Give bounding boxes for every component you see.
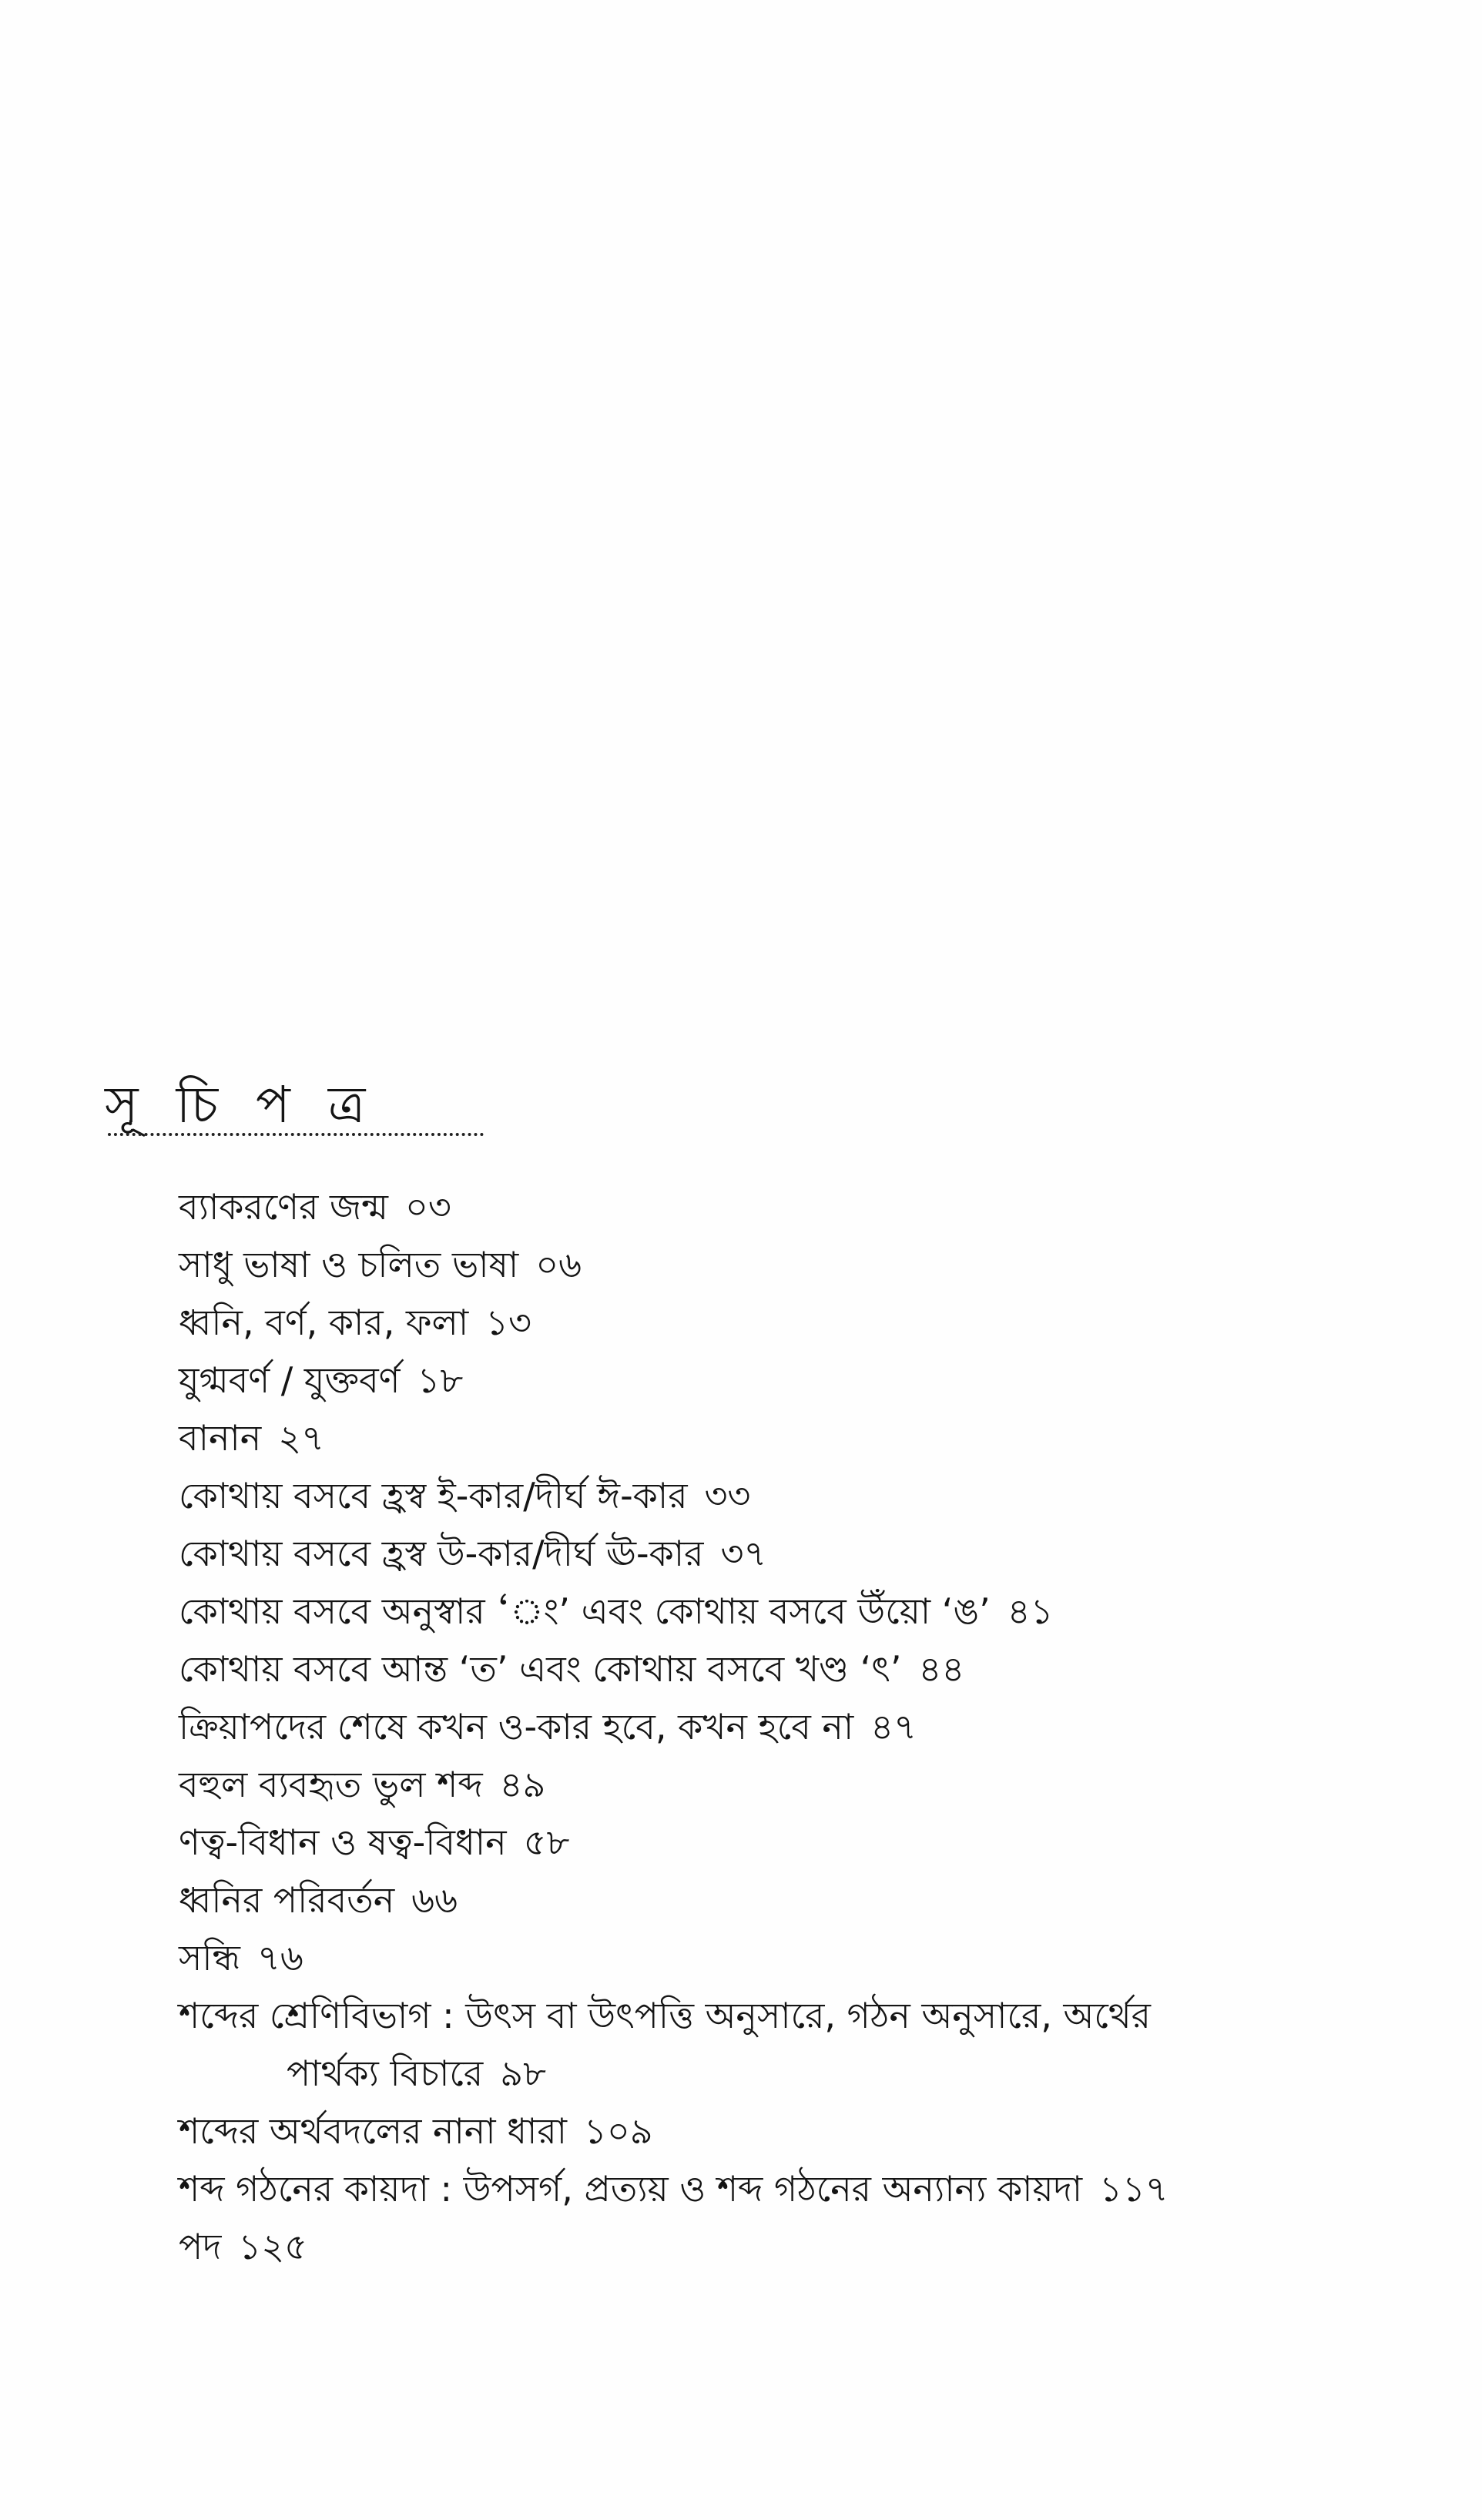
toc-page-number: ১৩ [485, 1302, 531, 1343]
page-title: সূ চি প ত্র [105, 1075, 377, 1135]
toc-page-number: ১২৫ [238, 2226, 308, 2267]
toc-page-number: ৬৬ [411, 1879, 458, 1921]
toc-entry-title: যুগ্মবর্ণ / যুক্তবর্ণ [179, 1359, 401, 1401]
toc-entry [179, 1640, 1319, 1698]
toc-page-number: ৫৮ [523, 1821, 570, 1863]
toc-entry-title: বহুল ব্যবহৃত ভুল শব্দ [179, 1764, 483, 1805]
toc-entry [179, 1872, 1319, 1929]
toc-page-number: ২৭ [278, 1417, 325, 1459]
toc-entry [179, 1929, 1319, 1987]
toc-page-number: ৪৭ [870, 1706, 917, 1748]
toc-entry-title: পদ [179, 2226, 222, 2267]
toc-entry-title: শব্দের শ্রেণিবিভাগ : উৎস বা উৎপত্তি অনুসারে, গঠন অনুসারে, অর্থের [179, 1995, 1151, 2036]
toc-entry [179, 2160, 1319, 2218]
toc-entry-title: কোথায় বসবে হ্রস্ব ই-কার/দীর্ঘ ঈ-কার [179, 1475, 688, 1516]
toc-entry-title: ধ্বনির পরিবর্তন [179, 1879, 395, 1921]
toc-entry [179, 1987, 1319, 2103]
toc-entry-title: কোথায় বসবে হ্রস্ব উ-কার/দীর্ঘ ঊ-কার [179, 1533, 704, 1574]
toc-entry [179, 1236, 1319, 1294]
toc-entry-title: শব্দের অর্থবদলের নানা ধারা [179, 2110, 567, 2152]
toc-entry [179, 2103, 1319, 2160]
toc-page-number: ৪৯ [499, 1764, 546, 1805]
toc-page-number: ৪১ [1007, 1590, 1054, 1632]
toc-entry-title: কোথায় বসবে আন্ত ‘ত’ এবং কোথায় বসবে খণ্ড ‘ৎ’ [179, 1648, 902, 1690]
toc-page-number: ০৬ [535, 1244, 582, 1285]
toc-entry-title: সাধু ভাষা ও চলিত ভাষা [179, 1244, 519, 1285]
toc-entry [179, 1409, 1319, 1467]
toc-entry-title: ব্যাকরণের জন্ম [179, 1186, 388, 1228]
toc-entry-title: ণত্ব-বিধান ও ষত্ব-বিধান [179, 1821, 507, 1863]
toc-entry [179, 1525, 1319, 1583]
table-of-contents [179, 1178, 1319, 2276]
toc-page-number: ১১৭ [1099, 2168, 1168, 2210]
dotted-divider [108, 1133, 484, 1136]
toc-entry-title: সন্ধি [179, 1937, 240, 1979]
toc-page-number: ৪৪ [918, 1648, 965, 1690]
toc-entry [179, 1698, 1319, 1756]
toc-entry-title: ক্রিয়াপদের শেষে কখন ও-কার হবে, কখন হবে না [179, 1706, 854, 1748]
toc-page-number: ৩৭ [720, 1533, 767, 1574]
toc-page-number: ৭৬ [256, 1937, 303, 1979]
toc-entry-title: কোথায় বসবে অনুস্বার ‘ং’ এবং কোথায় বসবে উঁয়ো ‘ঙ’ [179, 1590, 991, 1632]
toc-entry-title: শব্দ গঠনের কায়দা : উপসর্গ, প্রত্যয় ও শব্দ গঠনের অন্যান্য কায়দা [179, 2168, 1083, 2210]
toc-entry-title: বানান [179, 1417, 262, 1459]
toc-page-number: ১৮ [417, 1359, 464, 1401]
toc-entry [179, 1583, 1319, 1640]
toc-entry-title-continued: পার্থক্য বিচারে [287, 2053, 484, 2094]
toc-page-number: ১০৯ [584, 2110, 653, 2152]
toc-entry [179, 1294, 1319, 1352]
toc-entry-title: ধ্বনি, বর্ণ, কার, ফলা [179, 1302, 469, 1343]
toc-entry [179, 1178, 1319, 1236]
toc-page-number: ৯৮ [500, 2053, 546, 2094]
toc-entry [179, 2218, 1319, 2276]
toc-page-number: ০৩ [404, 1186, 451, 1228]
toc-entry [179, 1467, 1319, 1525]
toc-entry [179, 1814, 1319, 1872]
toc-entry [179, 1352, 1319, 1409]
toc-page-number: ৩৩ [704, 1475, 751, 1516]
toc-entry [179, 1756, 1319, 1814]
